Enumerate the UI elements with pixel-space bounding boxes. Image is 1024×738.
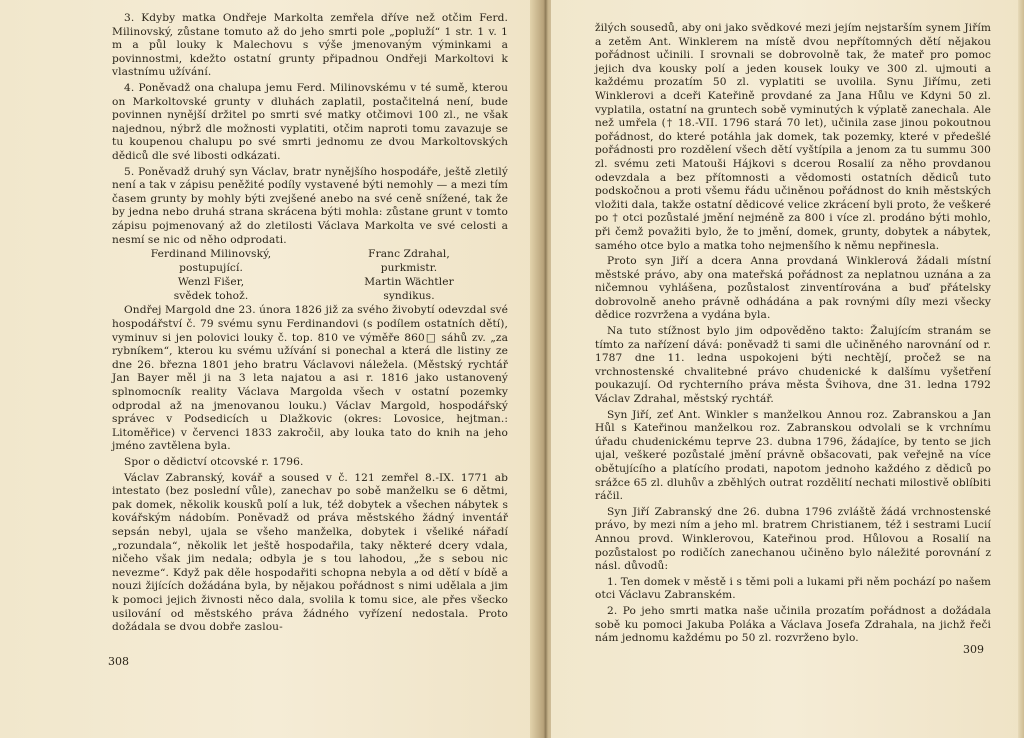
signature: [310, 276, 508, 303]
signature: [112, 276, 310, 303]
paragraph: Syn Jiří Zabranský dne 26. dubna 1796 zvláště žádá vrchnostenské právo, by mezi ním a jeho ml. bratrem Christianem, též i sestrami Lucií Annou provd. Winklerovou, Kateřinou prod. Hůlovou a Rosalií na pozůstalost po rodičích zanechanou učiněno bylo náležité porovnání z násl. důvodů:: [595, 505, 991, 573]
signature-role: postupující.: [179, 261, 243, 274]
signature-name: Martin Wächtler: [364, 276, 454, 289]
paragraph: Ondřej Margold dne 23. února 1826 již za svého živobytí odevzdal své hospodářství č. 79 svému synu Ferdinandovi (s podílem ostatních dětí), vyminuv si jen polovici louky č. top. 810 ve výměře 860□ sáhů zv. „za rybníkem“, kterou ku svému užívání si ponechal a která dle listiny ze dne 26. března 1801 jeho bratru Václavovi náležela. (Městský rychtář Jan Bayer měl ji na 3 leta najatou a asi r. 1816 jako ustanovený splnomocník reality Václava Margolda všech v ostatní pozemky odprodal až na jmenovanou louku.) Václav Margold, hospodářský správec v Podsedicích u Dlažkovic (okres: Lovosice, hejtman.: Litoměřice) v červenci 1833 zakročil, aby louka tato do knih na jeho jméno zavtělena byla.: [112, 304, 508, 453]
paragraph: 3. Kdyby matka Ondřeje Markolta zemřela dříve než otčim Ferd. Milinovský, zůstane tomuto až do jeho smrti pole „popluží“ 1 str. 1 v. 1 m a půl louky k Malechovu s výše jmenovaným výminkami a povinnostmi, kdežto ostatní grunty připadnou Ondřeji Markoltovi k vlastnímu užívání.: [112, 12, 508, 79]
right-page-text: [595, 22, 991, 646]
paragraph: 5. Poněvadž druhý syn Václav, bratr nynějšího hospodáře, ještě zletilý není a tak v zápisu peněžité podíly vystavené býti nemohly — a mezi tím časem grunty by mohly býti zvejšené anebo na své ceně snížené, tak že by jedna nebo druhá strana skrácena býti mohla: zůstane grunt v tomto zápisu pojmenovaný až do zletilosti Václava Markolta ve své celosti a nesmí se nic od něho odprodati.: [112, 165, 508, 246]
signature-name: Wenzl Fišer,: [177, 276, 245, 289]
paragraph: Proto syn Jiří a dcera Anna provdaná Winklerová žádali místní městské právo, aby ona mateřská pořádnost za neplatnou uznána a za ničemnou vyhlášena, pozůstalost zinventírována a buď přátelsky dobrovolně aneho právně odhádána a pak rovnými díly mezi všecky dědice rozvržena a vydána byla.: [595, 255, 991, 322]
signature-name: Ferdinand Milinovský,: [150, 248, 272, 261]
paragraph: Syn Jiří, zeť Ant. Winkler s manželkou Annou roz. Zabranskou a Jan Hůl s Kateřinou manželkou roz. Zabranskou odvolali se k vrchnímu úřadu chudenickému teprve 23. dubna 1796, žádajíce, by tento se jich ujal, veškeré pozůstalé jmění právně obšacovati, pak veřejně na více obětujícího a platícího prodati, napotom jednoho každého z dědiců po srážce 65 zl. dluhův a zběhlých outrat rozdělití nechati milostivě oblíbiti ráčil.: [595, 408, 991, 503]
page-number: 308: [108, 655, 129, 668]
signature: [310, 248, 508, 275]
list-item: 2. Po jeho smrti matka naše učinila prozatím pořádnost a dožádala sobě ku pomoci Jakuba Poláka a Václava Josefa Zdrahala, na jichž řeči nám jednomu každému po 50 zl. rozvrženo bylo.: [595, 604, 991, 645]
signature-row: [112, 248, 508, 275]
left-page-text: [112, 12, 508, 635]
signature-name: Franc Zdrahal,: [368, 248, 450, 261]
paragraph: Václav Zabranský, kovář a soused v č. 121 zemřel 8.-IX. 1771 ab intestato (bez poslední vůle), zanechav po sobě manželku se 6 dětmi, pak domek, několik kousků polí a luk, též dobytek a všechen nábytek s kovářským nádobím. Poněvadž od práva městského žádný inventář sepsán nebyl, ujala se všeho manželka, dobytek i všeliké nářadí „rozundala“, několik let ještě hospodařila, taky některé dcery vdala, ničeho však jim nedala; odbyla je s tou lahodou, „že s sebou nic nevezme“. Když pak děle hospodařiti schopna nebyla a od dětí v bídě a nouzi žijících dožádána byla, by nějakou pořádnost s nimi udělala a jim k pomoci jejich živnosti něco dala, svolila k tomu sice, ale přes všecko usilování od městského práva žádného vyřízení nedostala. Proto dožádala se dvou dobře zaslou-: [112, 471, 508, 634]
signature-role: syndikus.: [383, 289, 435, 302]
paragraph: Na tuto stížnost bylo jim odpověděno takto: Žalujícím stranám se tímto za nařízení dává: poněvadž ti sami dle učiněného narovnání od r. 1787 dne 11. ledna uspokojeni býti nechtějí, pročež se na vrchnostenské chvalitebné právo chudenické k dalšímu vyšetření poukazují. Od rychterního práva města Švihova, dne 31. ledna 1792 Václav Zdrahal, městský rychtář.: [595, 325, 991, 406]
signature-role: purkmistr.: [380, 261, 438, 274]
paragraph: 4. Poněvadž ona chalupa jemu Ferd. Milinovskému v té sumě, kterou on Markoltovské grunty v dluhách zaplatil, postačitelná není, bude povinnen nynější držitel po smrti své matky otčimovi 100 zl., ne však najednou, nýbrž dle možnosti vyplatiti, otčim naproti tomu zavazuje se tu koupenou chalupu po své smrti jednomu ze dvou Markoltovských dědiců dle své libosti odkázati.: [112, 81, 508, 162]
right-page: [551, 0, 1024, 738]
paragraph: žilých sousedů, aby oni jako svědkové mezi jejím nejstarším synem Jiřím a zetěm Ant. Winklerem na místě dvou nepřítomných dětí nějakou pořádnost učinili. I srovnali se dobrovolně tak, že mateř pro pomoc jejich dva kousky polí a jeden kousek louky ve 300 zl. ujmouti a každému prozatím 50 zl. vyplatiti se uvolila. Synu Jiřímu, zeti Winklerovi a dceři Kateřině provdané za Jana Hůlu ve Kdyni 50 zl. vyplatila, ostatní na gruntech sobě vyminutých k výplatě zanechala. Ale než umřela († 18.-VII. 1796 stará 70 let), učinila zase jinou pokoutnou pořádnost, do které potáhla jak domek, tak pozemky, které v předešlé pořádnosti pro rozdělení všech dětí vyštípila a jenom za tu summu 300 zl. svému zeti Matouši Hájkovi s dcerou Rosalií za něho provdanou odevzdala a bez přítomnosti a vědomosti ostatních dědiců tuto podskočnou a proti všemu řádu učiněnou pořádnost do knih městských vložiti dala, takže ostatní dědicové velice zkrácení byli proto, že veškeré po † otci pozůstalé jmění nejméně za 800 i více zl. prodáno býti mohlo, při čemž považiti bylo, že to jmění, domek, grunty, dobytek a nábytek, samého otce bylo a matka toho nejmenšího k němu nepřinesla.: [595, 22, 991, 252]
signature-row: [112, 276, 508, 303]
section-heading: Spor o dědictví otcovské r. 1796.: [124, 456, 304, 468]
signature: [112, 248, 310, 275]
page-number: 309: [963, 643, 984, 656]
signature-role: svědek tohož.: [173, 289, 249, 302]
page-edge: [1018, 0, 1024, 738]
list-item: 1. Ten domek v městě i s těmi poli a lukami při něm pochází po našem otci Václavu Zabranském.: [595, 575, 991, 602]
